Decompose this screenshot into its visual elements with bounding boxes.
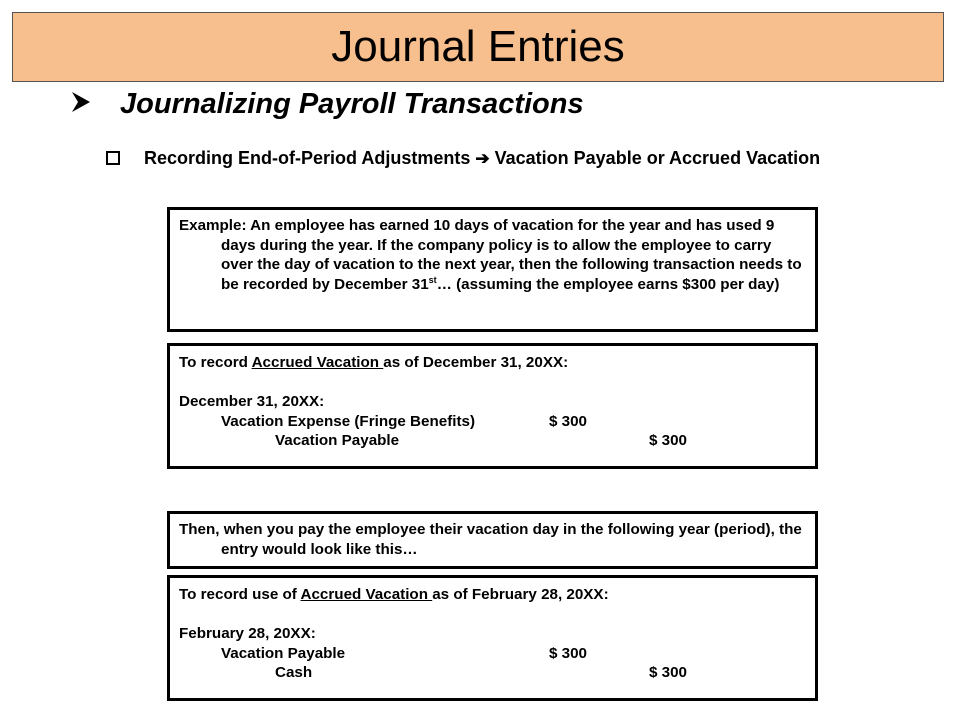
entry2-credit-amount: $ 300: [649, 664, 688, 681]
right-arrow-icon: ➔: [475, 149, 490, 168]
entry2-intro-pre: To record use of: [179, 586, 301, 603]
entry2-debit-account: Vacation Payable: [221, 644, 346, 662]
entry2-credit-account: Cash: [275, 664, 313, 681]
arrowhead-bullet-icon: [70, 89, 94, 121]
title-bar: [12, 12, 944, 82]
entry1-date: December 31, 20XX:: [179, 393, 325, 410]
entry1-intro-underlined: Accrued Vacation: [251, 354, 384, 371]
entry2-intro: [179, 585, 806, 605]
entry1-credit-amount: $ 300: [649, 432, 688, 449]
entry1-debit-row: [179, 412, 806, 432]
entry1-intro-post: as of December 31, 20XX:: [383, 354, 569, 371]
entry1-box: [167, 343, 818, 469]
entry1-debit-amount: $ 300: [549, 412, 588, 430]
entry2-intro-post: as of February 28, 20XX:: [432, 586, 609, 603]
entry2-date: February 28, 20XX:: [179, 625, 316, 642]
page-title: Journal Entries: [331, 22, 625, 71]
entry2-debit-row: [179, 644, 806, 664]
subheading-part2: Vacation Payable or Accrued Vacation: [494, 148, 821, 168]
entry2-box: [167, 575, 818, 701]
entry1-credit-account: Vacation Payable: [275, 432, 400, 449]
example-box: [167, 207, 818, 332]
entry1-intro-pre: To record: [179, 354, 252, 371]
section-heading: [70, 88, 584, 121]
entry2-intro-underlined: Accrued Vacation: [300, 586, 433, 603]
entry1-credit-row: [179, 431, 806, 451]
subheading-text: [144, 146, 820, 171]
example-tail: … (assuming the employee earns $300 per day): [436, 275, 780, 293]
then-box: [167, 511, 818, 569]
entry1-intro: [179, 353, 806, 373]
hollow-square-bullet-icon: [106, 151, 120, 165]
example-text: [179, 216, 806, 294]
entry1-debit-account: Vacation Expense (Fringe Benefits): [221, 412, 476, 430]
then-text: Then, when you pay the employee their vacation day in the following year (period), the entry would look like this…: [179, 521, 802, 558]
example-lead: Example: An employee has earned 10 days of vacation for the year and has used 9 days during the year. If the company policy is to allow the employee to carry over the day of vacation to the next year, then the following transaction needs to be recorded by December 31: [179, 217, 802, 293]
example-sup: st: [428, 274, 437, 285]
heading-text: Journalizing Payroll Transactions: [120, 88, 584, 120]
entry2-debit-amount: $ 300: [549, 644, 588, 662]
subheading-part1: Recording End-of-Period Adjustments: [144, 148, 471, 168]
entry2-credit-row: [179, 663, 806, 683]
subheading: [106, 146, 946, 171]
